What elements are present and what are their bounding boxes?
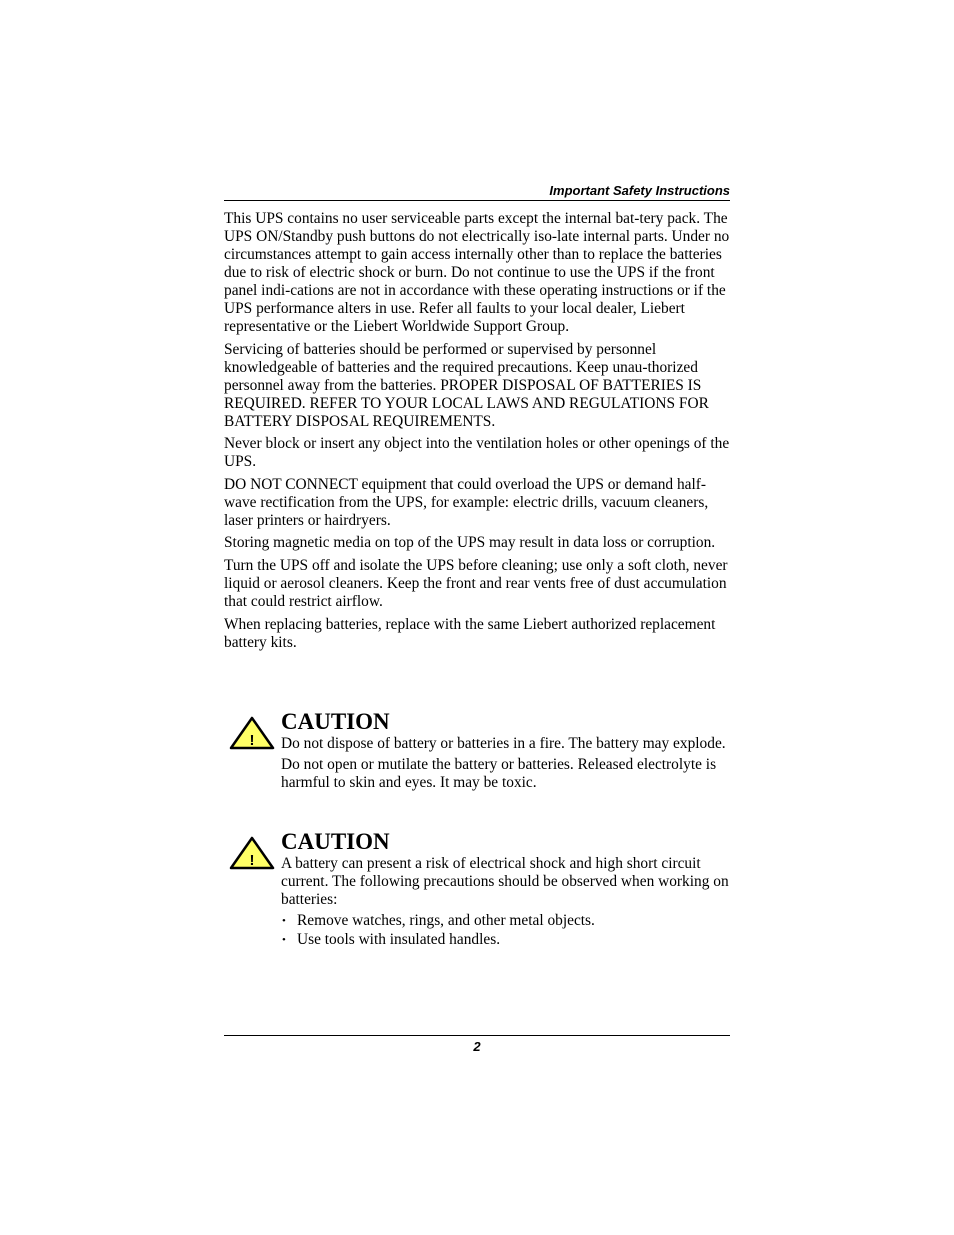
svg-text:!: !: [249, 732, 255, 749]
caution-text: Do not open or mutilate the battery or batteries. Released electrolyte is harmful to skin and eyes. It may be toxic.: [281, 756, 717, 791]
caution-heading: CAUTION: [281, 829, 390, 854]
bullet-icon: •: [282, 934, 286, 946]
page-number: 2: [473, 1039, 481, 1054]
list-item: [281, 931, 731, 949]
paragraph-ventilation: Never block or insert any object into the ventilation holes or other openings of the UPS.: [224, 435, 730, 471]
bullet-icon: •: [282, 915, 286, 927]
header-divider: [224, 200, 730, 201]
caution-text: A battery can present a risk of electrical shock and high short circuit current. The following precautions should be observed when working on batteries:: [281, 855, 729, 908]
running-header: Important Safety Instructions: [549, 183, 730, 198]
paragraph-overload: DO NOT CONNECT equipment that could overload the UPS or demand half-wave rectification from the UPS, for example: electric drills, vacuum cleaners, laser printers or hairdryers.: [224, 475, 709, 529]
paragraph-battery-servicing: Servicing of batteries should be performed or supervised by personnel knowledgeable of batteries and the required precautions. Keep unau-thorized personnel away from the batteries. PROPER DISPOSAL OF BATTERIES IS REQUIRED. REFER TO YOUR LOCAL LAWS AND REGULATIONS FOR BATTERY DISPOSAL REQUIREMENTS.: [224, 340, 709, 430]
warning-triangle-icon: [229, 836, 275, 870]
warning-triangle-icon: [229, 716, 275, 750]
list-item-text: Remove watches, rings, and other metal objects.: [297, 912, 595, 929]
svg-text:!: !: [249, 852, 255, 869]
paragraph-service-parts: This UPS contains no user serviceable parts except the internal bat-tery pack. The UPS ON/Standby push buttons do not electrically iso-late internal parts. Under no circumstances attempt to gain access internally other than to replace the batteries due to risk of electric shock or burn. Do not continue to use the UPS if the front panel indi-cations are not in accordance with these operating instructions or if the UPS performance alters in use. Refer all faults to your local dealer, Liebert representative or the Liebert Worldwide Support Group.: [224, 210, 730, 335]
caution-content: [281, 830, 731, 950]
safety-instructions-body: [224, 210, 730, 656]
paragraph-cleaning: Turn the UPS off and isolate the UPS before cleaning; use only a soft cloth, never liquid or aerosol cleaners. Keep the front and rear vents free of dust accumulation that could restrict airflow.: [224, 556, 728, 610]
paragraph-magnetic-media: Storing magnetic media on top of the UPS may result in data loss or corruption.: [224, 534, 716, 552]
list-item: [281, 912, 731, 930]
caution-content: [281, 710, 731, 795]
footer-divider: [224, 1035, 730, 1036]
caution-heading: CAUTION: [281, 709, 390, 734]
paragraph-replacing-batteries: When replacing batteries, replace with the same Liebert authorized replacement battery kits.: [224, 615, 716, 651]
caution-text: Do not dispose of battery or batteries in a fire. The battery may explode.: [281, 735, 726, 752]
precautions-list: [281, 912, 731, 949]
list-item-text: Use tools with insulated handles.: [297, 931, 501, 948]
